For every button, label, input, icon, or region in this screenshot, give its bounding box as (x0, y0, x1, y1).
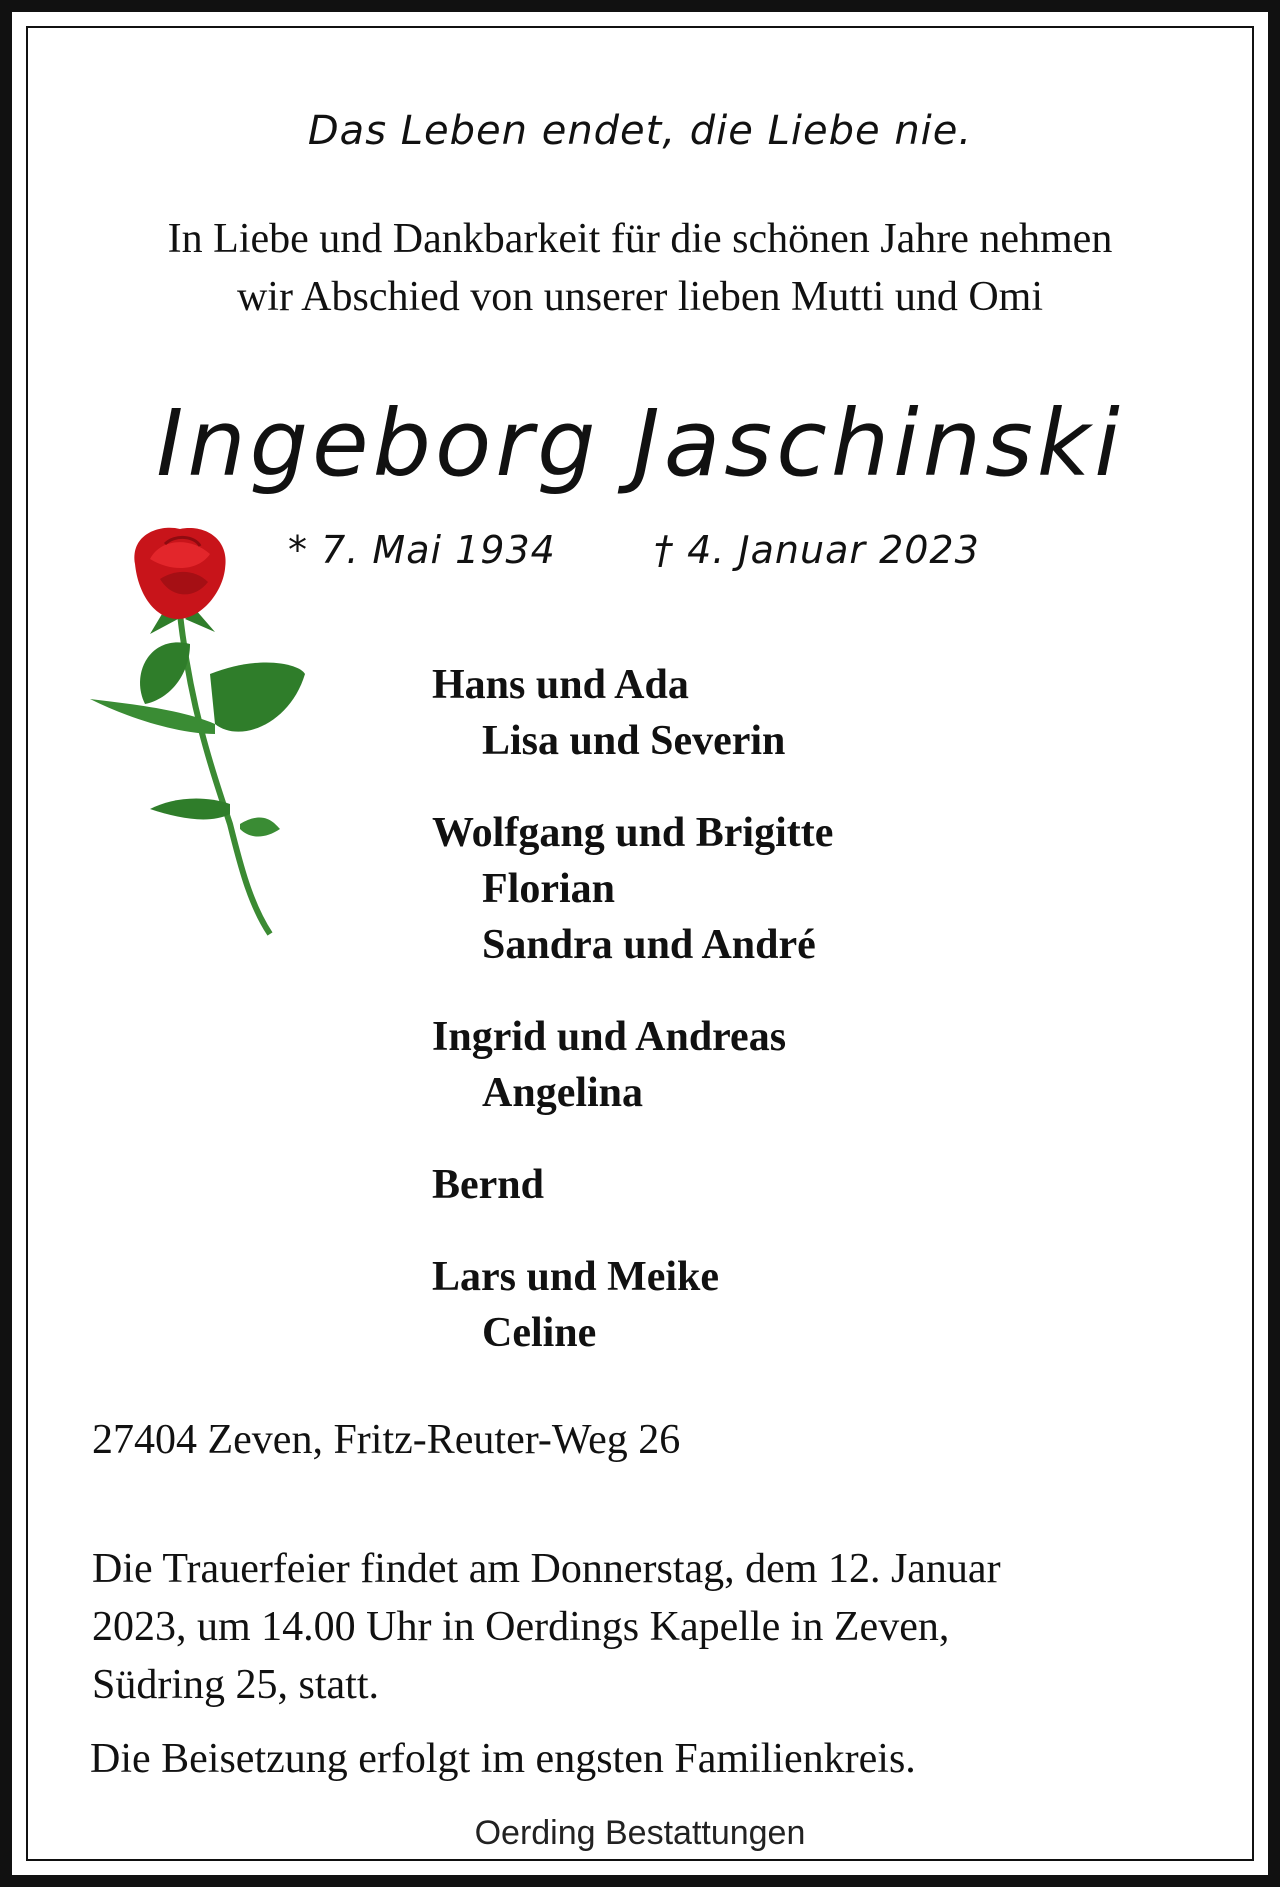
family-group (432, 657, 833, 769)
family-parents: Wolfgang und Brigitte (432, 810, 834, 856)
ceremony-line: 2023, um 14.00 Uhr in Oerdings Kapelle in Zeven, (92, 1604, 950, 1650)
family-parents: Bernd (432, 1162, 545, 1208)
birth-date: * 7. Mai 1934 (288, 528, 556, 572)
family-group (432, 1249, 833, 1361)
family-list (432, 657, 833, 1397)
intro-text (52, 210, 1228, 326)
family-parents: Lars und Meike (432, 1254, 720, 1300)
intro-line: wir Abschied von unserer lieben Mutti und Omi (236, 274, 1044, 320)
family-parents: Ingrid und Andreas (432, 1014, 787, 1060)
ceremony-notice (92, 1540, 1212, 1714)
family-children: Florian (482, 866, 615, 912)
family-parents: Hans und Ada (432, 662, 689, 708)
ceremony-line: Südring 25, statt. (92, 1662, 380, 1708)
burial-notice: Die Beisetzung erfolgt im engsten Familienkreis. (90, 1736, 916, 1782)
family-group (432, 805, 833, 973)
family-group (432, 1157, 833, 1213)
address: 27404 Zeven, Fritz-Reuter-Weg 26 (92, 1417, 681, 1463)
funeral-home: Oerding Bestattungen (474, 1814, 806, 1852)
family-group (432, 1009, 833, 1121)
intro-line: In Liebe und Dankbarkeit für die schönen Jahre nehmen (167, 216, 1113, 262)
family-children: Angelina (482, 1070, 644, 1116)
family-children: Lisa und Severin (482, 718, 786, 764)
family-children: Celine (482, 1310, 597, 1356)
ceremony-line: Die Trauerfeier findet am Donnerstag, dem 12. Januar (92, 1546, 1001, 1592)
rose-icon (90, 524, 310, 944)
deceased-name: Ingeborg Jaschinski (156, 390, 1124, 497)
death-date: † 4. Januar 2023 (654, 528, 980, 572)
family-children: Sandra und André (482, 922, 816, 968)
motto: Das Leben endet, die Liebe nie. (307, 108, 973, 154)
